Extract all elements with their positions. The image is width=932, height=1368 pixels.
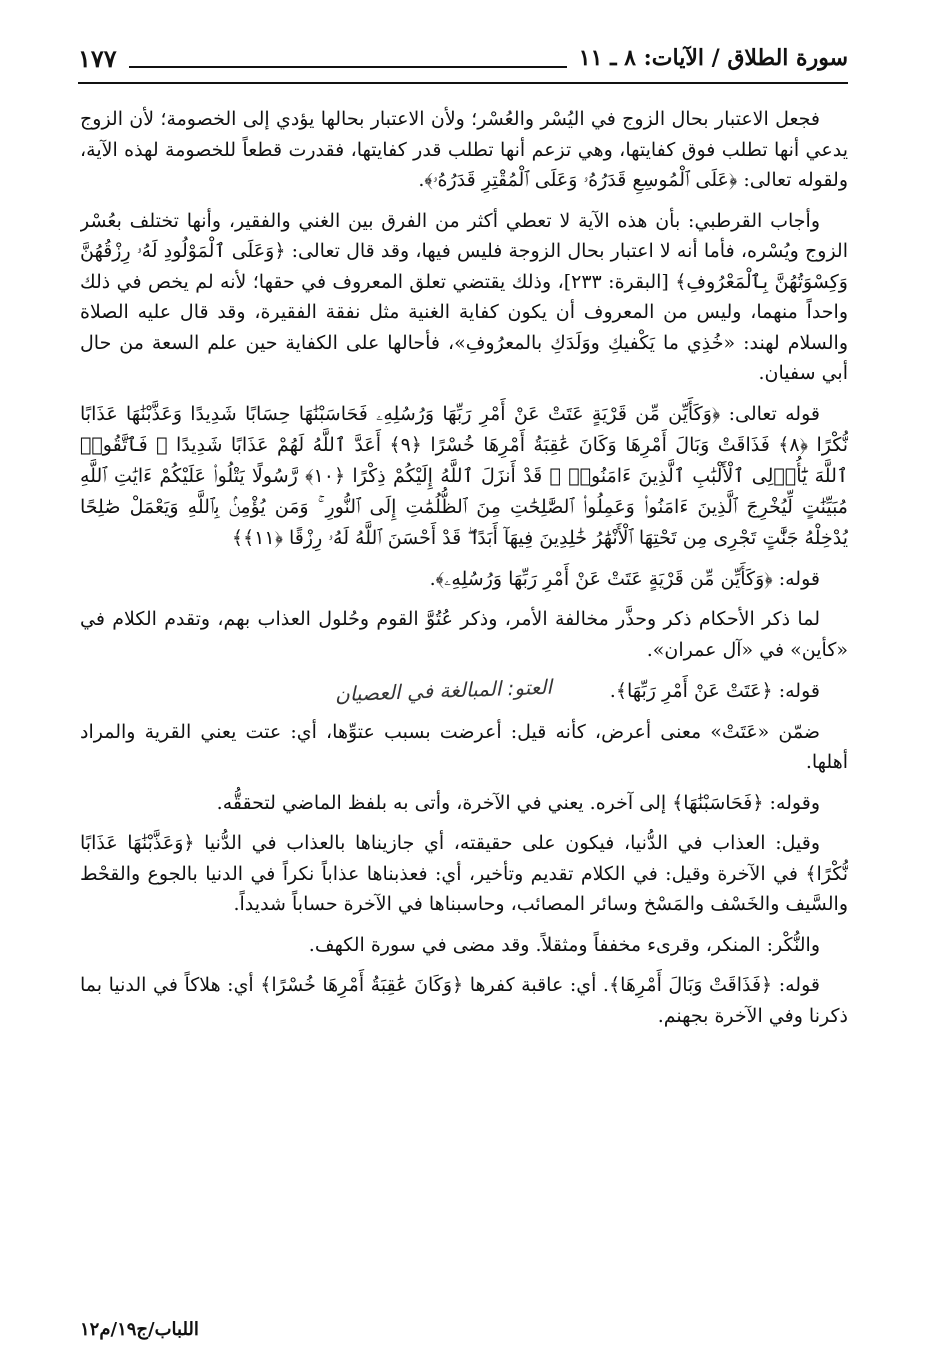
paragraph-tadmin: ضمّن «عَتَتْ» معنى أعرض، كأنه قيل: أعرضت بسبب عتوِّها، أي: عتت يعني القرية والمراد أهلها. [80,720,848,773]
header-divider [78,82,848,84]
running-title: سورة الطلاق / الآيات: ٨ ـ ١١ [578,45,848,71]
paragraph-adhab: وقيل: العذاب في الدُّنيا، فيكون على حقيقته، أي جازيناها بالعذاب في الدُّنيا ﴿وَعَذَّبْنَٰهَا عَذَابًا نُّكْرًا﴾ في الآخرة وقيل: في الكلام تقديم وتأخير، أي: فعذبناها عذاباً نكراً في الدنيا بالجوع والقحْط والسَّيف والخَسْف والمَسْخ وسائر المصائب، وحاسبناها في الآخرة حساباً شديداً. [80,832,848,915]
paragraph-nukr: والنُّكْر: المنكر، وقرىء مخففاً ومثقلاً. وقد مضى في سورة الكهف. [308,933,820,956]
paragraph-hasabnaha: وقوله: ﴿فَحَاسَبْنَٰهَا﴾ إلى آخره. يعني في الآخرة، وأتى به بلفظ الماضي لتحققُّه. [216,791,820,814]
qawluhu-2-text: قوله: ﴿عَتَتْ عَنْ أَمْرِ رَبِّهَا﴾. [609,680,820,702]
paragraph-fadhaqat: قوله: ﴿فَذَاقَتْ وَبَالَ أَمْرِهَا﴾. أي: عاقبة كفرها ﴿وَكَانَ عَٰقِبَةُ أَمْرِهَا خُسْرًا﴾ أي: هلاكاً في الدنيا بما ذكرنا وفي الآخرة بجهنم. [80,974,848,1027]
page-header [78,36,848,80]
page-number: ١٧٧ [78,43,117,73]
page-body [80,104,848,1298]
paragraph-ahkam: لما ذكر الأحكام ذكر وحذَّر مخالفة الأمر، وذكر عُتُوَّ القوم وحُلول العذاب بهم، وتقدم الكلام في «كأين» في «آل عمران». [80,608,848,661]
paragraph-qawluhu-2 [80,675,848,707]
footer-reference: اللباب/ج١٩/م١٢ [80,1319,199,1340]
paragraph-qurtubi: وأجاب القرطبي: بأن هذه الآية لا تعطي أكثر من الفرق بين الغني والفقير، وأنها تختلف بعُسْر الزوج ويُسْره، فأما أنه لا اعتبار بحال الزوجة فليس فيها، وقد قال تعالى: ﴿وَعَلَى ٱلْمَوْلُودِ لَهُۥ رِزْقُهُنَّ وَكِسْوَتُهُنَّ بِٱلْمَعْرُوفِ﴾ [البقرة: ٢٣٣]، وذلك يقتضي تعلق المعروف في حقها؛ لأنه لم يخص في ذلك واحداً منهما، وليس من المعروف أن يكون كفاية الغنية مثل نفقة الفقيرة، وقد قال عليه الصلاة والسلام لهند: «خُذِي ما يَكْفيكِ ووَلَدَكِ بالمعرُوفِ»، فأحالها على الكفاية حين علم السعة من حال أبي سفيان. [80,209,848,384]
paragraph-intro: فجعل الاعتبار بحال الزوج في اليُسْر والعُسْر؛ ولأن الاعتبار بحالها يؤدي إلى الخصومة؛ لأن الزوج يدعي أنها تطلب فوق كفايتها، وهي تزعم أنها تطلب قدر كفايتها، فقدرت قطعاً للخصومة لهذه الآية، ولقوله تعالى: ﴿عَلَى ٱلْمُوسِعِ قَدَرُهُۥ وَعَلَى ٱلْمُقْتِرِ قَدَرُهُۥ﴾. [80,108,848,191]
paragraph-qawluhu-1: قوله: ﴿وَكَأَيِّن مِّن قَرْيَةٍ عَتَتْ عَنْ أَمْرِ رَبِّهَا وَرُسُلِهِۦ﴾. [429,567,820,590]
paragraph-verses: قوله تعالى: ﴿وَكَأَيِّن مِّن قَرْيَةٍ عَتَتْ عَنْ أَمْرِ رَبِّهَا وَرُسُلِهِۦ فَحَاسَبْنَٰهَا حِسَابًا شَدِيدًا وَعَذَّبْنَٰهَا عَذَابًا نُّكْرًا ﴿٨﴾ فَذَاقَتْ وَبَالَ أَمْرِهَا وَكَانَ عَٰقِبَةُ أَمْرِهَا خُسْرًا ﴿٩﴾ أَعَدَّ ٱللَّهُ لَهُمْ عَذَابًا شَدِيدًا ۖ فَٱتَّقُوا۟ ٱللَّهَ يَٰٓأُو۟لِى ٱلْأَلْبَٰبِ ٱلَّذِينَ ءَامَنُوا۟ ۚ قَدْ أَنزَلَ ٱللَّهُ إِلَيْكُمْ ذِكْرًا ﴿١٠﴾ رَّسُولًا يَتْلُوا۟ عَلَيْكُمْ ءَايَٰتِ ٱللَّهِ مُبَيِّنَٰتٍ لِّيُخْرِجَ ٱلَّذِينَ ءَامَنُوا۟ وَعَمِلُوا۟ ٱلصَّٰلِحَٰتِ مِنَ ٱلظُّلُمَٰتِ إِلَى ٱلنُّورِ ۚ وَمَن يُؤْمِنۢ بِٱللَّهِ وَيَعْمَلْ صَٰلِحًا يُدْخِلْهُ جَنَّٰتٍ تَجْرِى مِن تَحْتِهَا ٱلْأَنْهَٰرُ خَٰلِدِينَ فِيهَآ أَبَدًا ۖ قَدْ أَحْسَنَ ٱللَّهُ لَهُۥ رِزْقًا ﴿١١﴾﴾ [80,402,848,549]
header-rule [129,66,567,68]
handwritten-note: العتو: المبالغة في العصيان [334,674,553,707]
